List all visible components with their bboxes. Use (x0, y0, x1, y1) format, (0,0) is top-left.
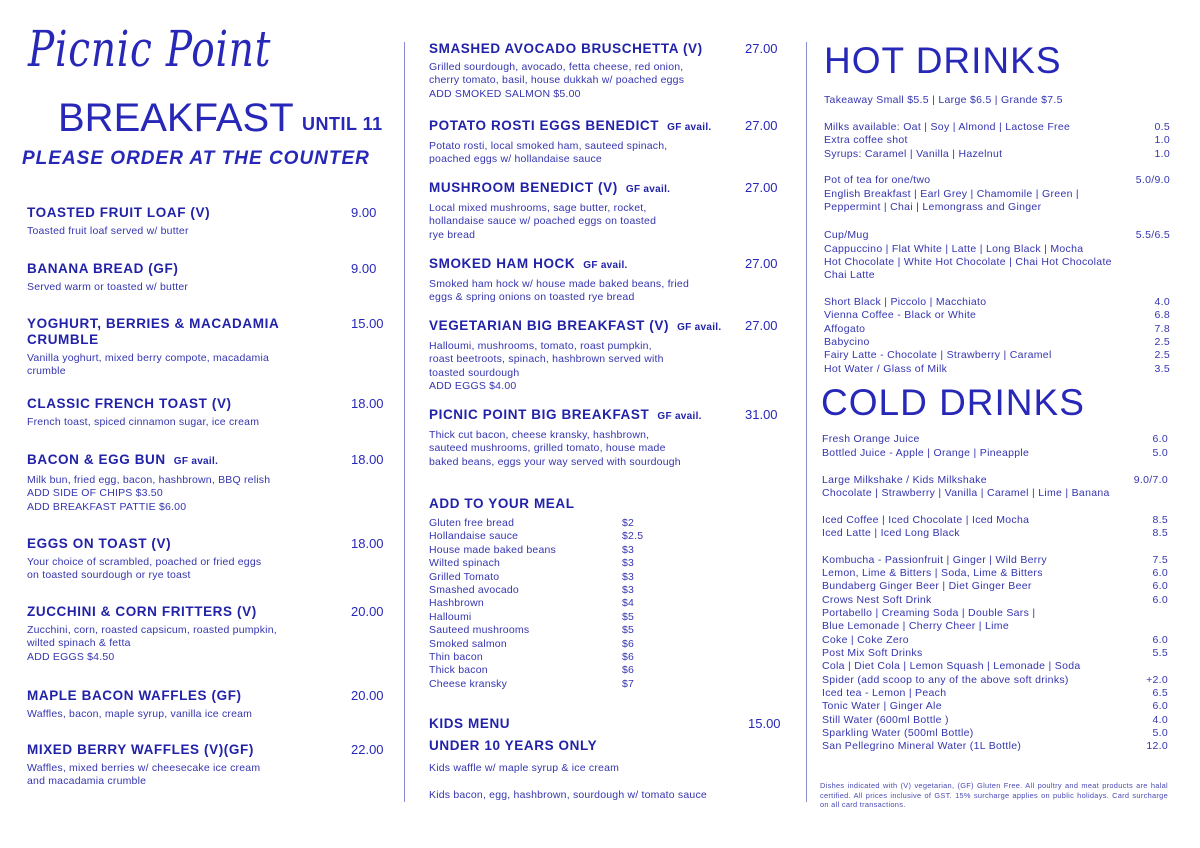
add-on-name: Hollandaise sauce (429, 530, 519, 543)
drink-row (822, 447, 1168, 460)
add-on-price: $3 (622, 570, 635, 583)
description-line: rye bread (429, 228, 476, 241)
menu-item-price: 9.00 (351, 261, 377, 276)
drink-name: Still Water (600ml Bottle ) (822, 714, 949, 726)
menu-item (27, 604, 327, 664)
drink-name: Sparkling Water (500ml Bottle) (822, 727, 974, 739)
drink-price: 6.8 (1154, 309, 1170, 321)
add-on-row (429, 571, 649, 584)
add-on-price: $2.5 (622, 530, 644, 543)
drink-row (824, 243, 1170, 256)
drink-row (822, 567, 1168, 580)
menu-item-name (27, 205, 327, 221)
drink-price: 6.0 (1152, 634, 1168, 646)
description-line: Halloumi, mushrooms, tomato, roast pumpkin, (429, 340, 652, 352)
description-line: ADD EGGS $4.00 (429, 380, 517, 393)
gf-available-badge: GF avail. (173, 456, 219, 467)
menu-item-title: SMOKED HAM HOCK (429, 256, 576, 271)
drink-row (822, 554, 1168, 567)
drink-name: Vienna Coffee - Black or White (824, 309, 977, 321)
menu-item-title: VEGETARIAN BIG BREAKFAST (V) (429, 318, 670, 333)
drink-name: Chai Latte (824, 269, 875, 281)
kids-menu-title: KIDS MENU (429, 716, 511, 731)
drink-price: 3.5 (1154, 363, 1170, 375)
menu-item-name (27, 604, 327, 620)
drink-name: Takeaway Small $5.5 | Large $6.5 | Grande $7.5 (824, 94, 1063, 106)
menu-item (27, 452, 327, 514)
drink-name: Coke | Coke Zero (822, 634, 909, 646)
description-line: ADD SIDE OF CHIPS $3.50 (27, 487, 163, 500)
menu-item-title: BACON & EGG BUN (27, 452, 166, 467)
add-on-row (429, 638, 649, 651)
menu-item-description (429, 429, 749, 469)
add-on-name: Smashed avocado (429, 584, 519, 597)
drink-row (822, 620, 1168, 633)
drink-price: +2.0 (1146, 674, 1168, 686)
description-line: on toasted sourdough or rye toast (27, 569, 191, 582)
drink-name: Chocolate | Strawberry | Vanilla | Caramel | Lime | Banana (822, 487, 1110, 499)
description-line: Vanilla yoghurt, mixed berry compote, macadamia (27, 352, 270, 364)
drink-row (824, 349, 1170, 362)
description-line: wilted spinach & fetta (27, 637, 131, 650)
description-line: and macadamia crumble (27, 775, 147, 788)
menu-item-title: BANANA BREAD (GF) (27, 261, 179, 276)
drink-name: Fresh Orange Juice (822, 433, 920, 445)
menu-item-title: POTATO ROSTI EGGS BENEDICT (429, 118, 660, 133)
description-line: roast beetroots, spinach, hashbrown served with (429, 353, 664, 366)
menu-item (27, 396, 327, 429)
menu-item-title: MAPLE BACON WAFFLES (GF) (27, 688, 242, 703)
drink-price: 5.5 (1152, 647, 1168, 659)
menu-item-price: 18.00 (351, 452, 384, 467)
drink-name: Iced tea - Lemon | Peach (822, 687, 947, 699)
menu-item-name (429, 256, 749, 274)
add-on-row (429, 651, 649, 664)
menu-item-name (429, 180, 749, 198)
order-note: PLEASE ORDER AT THE COUNTER (22, 148, 370, 169)
description-line: French toast, spiced cinnamon sugar, ice cream (27, 416, 260, 428)
drink-row (824, 201, 1170, 214)
menu-item-name (27, 261, 327, 277)
drink-name: Blue Lemonade | Cherry Cheer | Lime (822, 620, 1009, 632)
drink-price: 0.5 (1154, 121, 1170, 133)
add-on-row (429, 664, 649, 677)
drink-row (824, 269, 1170, 282)
menu-item (27, 205, 327, 238)
drink-price: 8.5 (1152, 527, 1168, 539)
menu-item-price: 27.00 (745, 256, 778, 271)
drink-name: Peppermint | Chai | Lemongrass and Ginger (824, 201, 1042, 213)
menu-item (429, 318, 749, 394)
add-on-row (429, 584, 649, 597)
add-on-name: Sauteed mushrooms (429, 624, 530, 637)
divider-right (806, 42, 807, 802)
add-on-name: Halloumi (429, 610, 472, 623)
add-on-price: $6 (622, 637, 635, 650)
menu-item-title: CLASSIC FRENCH TOAST (V) (27, 396, 232, 411)
menu-item-name (27, 316, 327, 348)
add-on-row (429, 678, 649, 691)
drink-name: Iced Latte | Iced Long Black (822, 527, 960, 539)
drink-name: Extra coffee shot (824, 134, 908, 146)
menu-item (429, 256, 749, 305)
drink-price: 4.0 (1154, 296, 1170, 308)
menu-item (429, 407, 749, 469)
add-on-row (429, 597, 649, 610)
drink-name: Fairy Latte - Chocolate | Strawberry | Caramel (824, 349, 1052, 361)
add-on-price: $2 (622, 517, 635, 529)
menu-item-price: 9.00 (351, 205, 377, 220)
drink-price: 6.5 (1152, 687, 1168, 699)
menu-item-description (27, 225, 327, 238)
drink-row (822, 634, 1168, 647)
add-to-meal-title: ADD TO YOUR MEAL (429, 496, 575, 511)
menu-item (27, 261, 327, 294)
menu-item-price: 15.00 (351, 316, 384, 331)
menu-item-price: 18.00 (351, 396, 384, 411)
drink-name: Hot Chocolate | White Hot Chocolate | Chai Hot Chocolate (824, 256, 1112, 268)
add-on-name: Smoked salmon (429, 637, 507, 650)
drink-row (824, 336, 1170, 349)
menu-item-description (27, 474, 327, 514)
menu-item (429, 180, 749, 242)
menu-item-description (27, 556, 327, 583)
drink-name: Syrups: Caramel | Vanilla | Hazelnut (824, 148, 1003, 160)
description-line: crumble (27, 365, 66, 378)
drink-name: English Breakfast | Earl Grey | Chamomile | Green | (824, 188, 1079, 200)
drink-name: Post Mix Soft Drinks (822, 647, 923, 659)
menu-item-description (27, 281, 327, 294)
description-line: Waffles, bacon, maple syrup, vanilla ice cream (27, 708, 253, 720)
drink-name: Short Black | Piccolo | Macchiato (824, 296, 987, 308)
add-on-price: $5 (622, 624, 635, 637)
description-line: Potato rosti, local smoked ham, sauteed spinach, (429, 140, 668, 152)
menu-item (27, 742, 327, 789)
menu-item-title: SMASHED AVOCADO BRUSCHETTA (V) (429, 41, 703, 56)
drink-row (822, 474, 1168, 487)
add-on-price: $6 (622, 651, 635, 664)
menu-item-title: MIXED BERRY WAFFLES (V)(GF) (27, 742, 254, 757)
add-on-name: Thick bacon (429, 664, 488, 677)
drink-row (822, 740, 1168, 753)
drink-row (822, 660, 1168, 673)
menu-item-description (429, 340, 749, 394)
menu-item-name (27, 742, 327, 758)
description-line: Served warm or toasted w/ butter (27, 281, 189, 293)
drink-name: Tonic Water | Ginger Ale (822, 700, 942, 712)
drink-row (822, 687, 1168, 700)
add-on-name: Wilted spinach (429, 557, 501, 570)
drink-price: 6.0 (1152, 580, 1168, 592)
menu-item-name (27, 452, 327, 470)
drink-row (822, 727, 1168, 740)
drink-name: Iced Coffee | Iced Chocolate | Iced Mocha (822, 514, 1030, 526)
drink-price: 9.0/7.0 (1133, 474, 1168, 486)
description-line: Thick cut bacon, cheese kransky, hashbrown, (429, 429, 650, 441)
menu-item-name (27, 688, 327, 704)
drink-row (824, 296, 1170, 309)
add-on-row (429, 624, 649, 637)
gf-available-badge: GF avail. (657, 411, 702, 422)
menu-item (429, 118, 749, 167)
add-on-price: $5 (622, 610, 635, 623)
drink-row (822, 527, 1168, 540)
menu-item-price: 27.00 (745, 41, 778, 56)
menu-item-name (429, 41, 749, 57)
add-on-price: $7 (622, 677, 635, 690)
menu-item-name (429, 118, 749, 136)
drink-row (822, 700, 1168, 713)
drink-name: Bundaberg Ginger Beer | Diet Ginger Beer (822, 580, 1032, 592)
menu-item-price: 27.00 (745, 180, 778, 195)
menu-item-description (27, 416, 327, 429)
menu-item-description (27, 624, 327, 664)
drink-price: 6.0 (1152, 433, 1168, 445)
drink-name: Hot Water / Glass of Milk (824, 363, 948, 375)
drink-row (824, 174, 1170, 187)
hot-drinks-title: HOT DRINKS (824, 40, 1062, 81)
drink-row (824, 323, 1170, 336)
kids-menu-price: 15.00 (748, 716, 781, 731)
description-line: poached eggs w/ hollandaise sauce (429, 153, 602, 166)
drink-price: 7.5 (1152, 554, 1168, 566)
drink-row (824, 134, 1170, 147)
add-on-row (429, 544, 649, 557)
drink-name: Affogato (824, 323, 866, 335)
description-line: Milk bun, fried egg, bacon, hashbrown, BBQ relish (27, 474, 271, 486)
kids-item: Kids bacon, egg, hashbrown, sourdough w/ tomato sauce (429, 789, 707, 801)
description-line: ADD SMOKED SALMON $5.00 (429, 87, 581, 100)
kids-item: Kids waffle w/ maple syrup & ice cream (429, 762, 620, 774)
description-line: ADD EGGS $4.50 (27, 650, 115, 663)
description-line: Your choice of scrambled, poached or fried eggs (27, 556, 262, 568)
drink-price: 2.5 (1154, 349, 1170, 361)
add-on-name: Gluten free bread (429, 517, 515, 529)
drink-row (824, 188, 1170, 201)
add-on-row (429, 557, 649, 570)
drink-row (822, 580, 1168, 593)
footnote: Dishes indicated with (V) vegetarian, (GF) Gluten Free. All poultry and meat products are halal certified. All prices inclusive of GST. 15% surcharge applies on public holidays. Card surcharge on all card transactions. (820, 781, 1168, 810)
drink-row (822, 594, 1168, 607)
drink-row (822, 674, 1168, 687)
add-to-meal-list (429, 517, 649, 691)
menu-item-price: 20.00 (351, 688, 384, 703)
drink-row (824, 121, 1170, 134)
menu-item-description (27, 762, 327, 789)
drink-price: 6.0 (1152, 567, 1168, 579)
menu-item-description (429, 140, 749, 167)
drink-name: Cappuccino | Flat White | Latte | Long Black | Mocha (824, 243, 1084, 255)
drink-name: Crows Nest Soft Drink (822, 594, 932, 606)
menu-item-price: 27.00 (745, 118, 778, 133)
kids-menu-subtitle: UNDER 10 YEARS ONLY (429, 738, 598, 753)
description-line: Local mixed mushrooms, sage butter, rocket, (429, 202, 647, 214)
description-line: cherry tomato, basil, house dukkah w/ poached eggs (429, 74, 685, 87)
drink-row (822, 714, 1168, 727)
gf-available-badge: GF avail. (677, 322, 722, 333)
drink-row (822, 514, 1168, 527)
description-line: ADD BREAKFAST PATTIE $6.00 (27, 500, 187, 513)
drink-price: 8.5 (1152, 514, 1168, 526)
drink-row (822, 607, 1168, 620)
drink-name: San Pellegrino Mineral Water (1L Bottle) (822, 740, 1022, 752)
divider-left (404, 42, 405, 802)
menu-item-title: PICNIC POINT BIG BREAKFAST (429, 407, 650, 422)
drink-price: 5.0 (1152, 727, 1168, 739)
description-line: Grilled sourdough, avocado, fetta cheese, red onion, (429, 61, 684, 73)
description-line: Smoked ham hock w/ house made baked beans, fried (429, 278, 689, 290)
drink-row (824, 229, 1170, 242)
add-on-row (429, 530, 649, 543)
add-on-name: House made baked beans (429, 543, 556, 556)
drink-row (824, 363, 1170, 376)
cold-drinks-title: COLD DRINKS (821, 382, 1085, 423)
drink-name: Large Milkshake / Kids Milkshake (822, 474, 987, 486)
drink-row (824, 309, 1170, 322)
drink-name: Babycino (824, 336, 870, 348)
drink-name: Milks available: Oat | Soy | Almond | Lactose Free (824, 121, 1071, 133)
breakfast-hours: UNTIL 11 (302, 114, 383, 134)
script-title: Picnic Point (28, 20, 272, 78)
add-on-name: Hashbrown (429, 597, 484, 610)
add-on-price: $4 (622, 597, 635, 610)
menu-item-price: 20.00 (351, 604, 384, 619)
drink-row (822, 433, 1168, 446)
drink-price: 1.0 (1154, 148, 1170, 160)
menu-item-description (429, 278, 749, 305)
menu-item-name (429, 407, 749, 425)
drink-row (822, 647, 1168, 660)
description-line: sauteed mushrooms, grilled tomato, house made (429, 442, 666, 455)
add-on-name: Grilled Tomato (429, 570, 500, 583)
description-line: eggs & spring onions on toasted rye bread (429, 291, 635, 304)
menu-item-title: EGGS ON TOAST (V) (27, 536, 172, 551)
gf-available-badge: GF avail. (625, 184, 671, 195)
drink-price: 5.0/9.0 (1135, 174, 1170, 186)
drink-row (824, 94, 1170, 107)
description-line: hollandaise sauce w/ poached eggs on toasted (429, 215, 657, 228)
menu-item-price: 22.00 (351, 742, 384, 757)
drink-price: 4.0 (1152, 714, 1168, 726)
menu-item (429, 41, 749, 101)
drink-price: 5.5/6.5 (1135, 229, 1170, 241)
menu-item (27, 688, 327, 721)
add-on-name: Thin bacon (429, 651, 483, 664)
drink-name: Spider (add scoop to any of the above soft drinks) (822, 674, 1069, 686)
menu-item-title: TOASTED FRUIT LOAF (V) (27, 205, 211, 220)
menu-item-description (27, 352, 327, 379)
description-line: Waffles, mixed berries w/ cheesecake ice cream (27, 762, 261, 774)
menu-item-price: 31.00 (745, 407, 778, 422)
drink-name: Kombucha - Passionfruit | Ginger | Wild Berry (822, 554, 1047, 566)
menu-item (27, 316, 327, 379)
description-line: baked beans, eggs your way served with sourdough (429, 455, 681, 468)
drink-name: Portabello | Creaming Soda | Double Sars | (822, 607, 1036, 619)
gf-available-badge: GF avail. (583, 260, 628, 271)
menu-item-name (27, 396, 327, 412)
drink-name: Pot of tea for one/two (824, 174, 931, 186)
menu-item-name (429, 318, 749, 336)
menu-item-price: 27.00 (745, 318, 778, 333)
menu-item-name (27, 536, 327, 552)
menu-item (27, 536, 327, 583)
menu-item-description (429, 202, 749, 242)
drink-row (824, 256, 1170, 269)
drink-row (822, 487, 1168, 500)
menu-item-title: ZUCCHINI & CORN FRITTERS (V) (27, 604, 257, 619)
gf-available-badge: GF avail. (667, 122, 712, 133)
add-on-price: $3 (622, 543, 635, 556)
drink-price: 6.0 (1152, 594, 1168, 606)
drink-price: 6.0 (1152, 700, 1168, 712)
add-on-price: $6 (622, 664, 635, 677)
drink-name: Cup/Mug (824, 229, 869, 241)
description-line: toasted sourdough (429, 366, 520, 379)
menu-item-description (27, 708, 327, 721)
add-on-price: $3 (622, 584, 635, 597)
menu-item-price: 18.00 (351, 536, 384, 551)
drink-price: 5.0 (1152, 447, 1168, 459)
breakfast-title: BREAKFAST (58, 96, 294, 140)
description-line: Zucchini, corn, roasted capsicum, roasted pumpkin, (27, 624, 277, 636)
drink-price: 12.0 (1146, 740, 1168, 752)
add-on-price: $3 (622, 557, 635, 570)
drink-name: Bottled Juice - Apple | Orange | Pineapple (822, 447, 1030, 459)
drink-row (824, 148, 1170, 161)
drink-name: Cola | Diet Cola | Lemon Squash | Lemonade | Soda (822, 660, 1081, 672)
drink-name: Lemon, Lime & Bitters | Soda, Lime & Bitters (822, 567, 1043, 579)
menu-item-title: MUSHROOM BENEDICT (V) (429, 180, 618, 195)
drink-price: 1.0 (1154, 134, 1170, 146)
add-on-row (429, 611, 649, 624)
add-on-name: Cheese kransky (429, 677, 508, 690)
menu-item-description (429, 61, 749, 101)
drink-price: 7.8 (1154, 323, 1170, 335)
menu-item-title: YOGHURT, BERRIES & MACADAMIA CRUMBLE (27, 316, 279, 347)
add-on-row (429, 517, 649, 530)
description-line: Toasted fruit loaf served w/ butter (27, 225, 189, 237)
drink-price: 2.5 (1154, 336, 1170, 348)
